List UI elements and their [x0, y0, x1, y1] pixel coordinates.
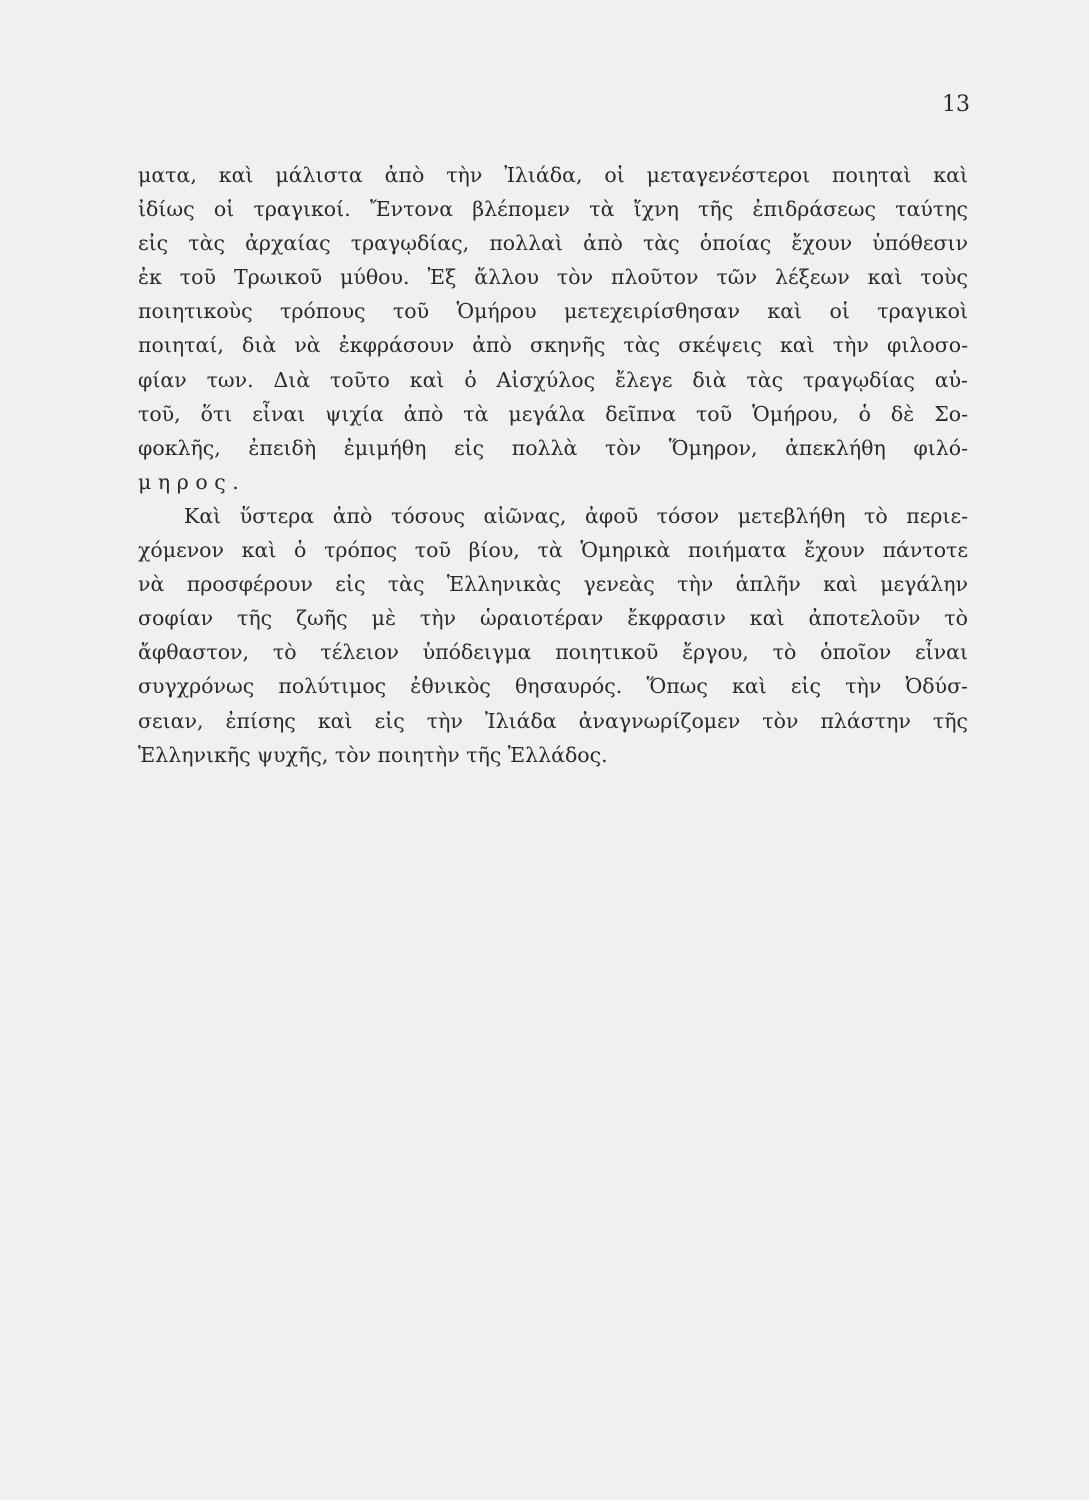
text-line: μηρος. [138, 469, 246, 494]
text-line: τοῦ, ὅτι εἶναι ψιχία ἀπὸ τὰ μεγάλα δεῖπνα τοῦ Ὁμήρου, ὁ δὲ Σο- [138, 401, 968, 426]
text-line: σοφίαν τῆς ζωῆς μὲ τὴν ὡραιοτέραν ἔκφρασιν καὶ ἀποτελοῦν τὸ [138, 606, 968, 631]
text-line: ματα, καὶ μάλιστα ἀπὸ τὴν Ἰλιάδα, οἱ μεταγενέστεροι ποιηταὶ καὶ [138, 163, 968, 187]
text-line: ἐκ τοῦ Τρωικοῦ μύθου. Ἐξ ἄλλου τὸν πλοῦτον τῶν λέξεων καὶ τοὺς [138, 265, 968, 290]
text-line: ἄφθαστον, τὸ τέλειον ὑπόδειγμα ποιητικοῦ ἔργου, τὸ ὁποῖον εἶναι [138, 640, 968, 665]
text-line: φίαν των. Διὰ τοῦτο καὶ ὁ Αἰσχύλος ἔλεγε διὰ τὰς τραγῳδίας αὐ- [138, 367, 968, 392]
text-line: ποιητικοὺς τρόπους τοῦ Ὁμήρου μετεχειρίσθησαν καὶ οἱ τραγικοὶ [138, 299, 968, 324]
text-line: Καὶ ὕστερα ἀπὸ τόσους αἰῶνας, ἀφοῦ τόσον μετεβλήθη τὸ περιε- [184, 503, 968, 528]
page-number: 13 [942, 92, 970, 117]
text-line: χόμενον καὶ ὁ τρόπος τοῦ βίου, τὰ Ὁμηρικὰ ποιήματα ἔχουν πάντοτε [138, 538, 968, 563]
text-line: Ἑλληνικῆς ψυχῆς, τὸν ποιητὴν τῆς Ἑλλάδος. [138, 742, 608, 767]
text-line: ποιηταί, διὰ νὰ ἐκφράσουν ἀπὸ σκηνῆς τὰς σκέψεις καὶ τὴν φιλοσο- [138, 333, 968, 358]
text-line: νὰ προσφέρουν εἰς τὰς Ἑλληνικὰς γενεὰς τὴν ἁπλῆν καὶ μεγάλην [138, 572, 968, 597]
text-line: συγχρόνως πολύτιμος ἐθνικὸς θησαυρός. Ὅπως καὶ εἰς τὴν Ὀδύσ- [138, 674, 968, 699]
text-line: φοκλῆς, ἐπειδὴ ἐμιμήθη εἰς πολλὰ τὸν Ὅμηρον, ἀπεκλήθη φιλό- [138, 435, 968, 460]
text-line: εἰς τὰς ἀρχαίας τραγῳδίας, πολλαὶ ἀπὸ τὰς ὁποίας ἔχουν ὑπόθεσιν [138, 231, 968, 256]
text-line: σειαν, ἐπίσης καὶ εἰς τὴν Ἰλιάδα ἀναγνωρίζομεν τὸν πλάστην τῆς [138, 708, 968, 733]
body-text [138, 158, 968, 772]
text-line: ἰδίως οἱ τραγικοί. Ἔντονα βλέπομεν τὰ ἴχνη τῆς ἐπιδράσεως ταύτης [138, 197, 968, 222]
